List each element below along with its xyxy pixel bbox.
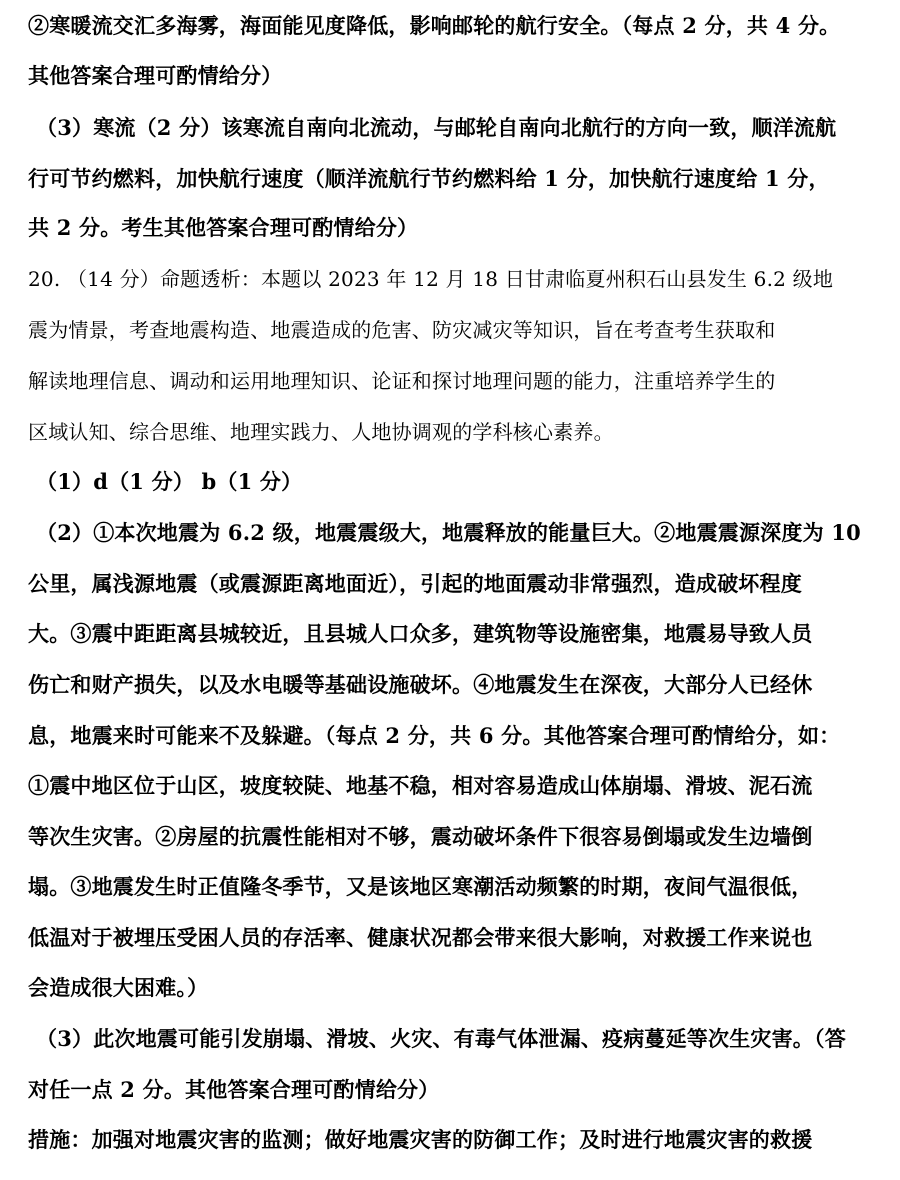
- answer-line-5: 共 2 分。考生其他答案合理可酌情给分）: [28, 215, 419, 240]
- answer-part-2-line-8: 塌。③地震发生时正值隆冬季节，又是该地区寒潮活动频繁的时期，夜间气温很低，: [28, 874, 813, 899]
- answer-part-3-line-2: 对任一点 2 分。其他答案合理可酌情给分）: [28, 1077, 440, 1102]
- answer-part-2-line-2: 公里，属浅源地震（或震源距离地面近），引起的地面震动非常强烈，造成破坏程度: [28, 571, 802, 596]
- question-20-analysis-line-1: 20. （14 分）命题透析：本题以 2023 年 12 月 18 日甘肃临夏州积石山县发生 6.2 级地: [28, 267, 834, 291]
- answer-part-2-line-3: 大。③震中距距离县城较近，且县城人口众多，建筑物等设施密集，地震易导致人员: [28, 621, 813, 646]
- answer-part-2-line-1: （2）①本次地震为 6.2 级，地震震级大，地震释放的能量巨大。②地震震源深度为 10: [36, 520, 861, 545]
- answer-part-2-line-4: 伤亡和财产损失，以及水电暖等基础设施破坏。④地震发生在深夜，大部分人已经休: [28, 672, 813, 697]
- answer-part-2-line-5: 息，地震来时可能来不及躲避。（每点 2 分，共 6 分。其他答案合理可酌情给分，如：: [28, 723, 841, 748]
- question-20-analysis-line-4: 区域认知、综合思维、地理实践力、人地协调观的学科核心素养。: [28, 420, 614, 444]
- answer-part-2-line-10: 会造成很大困难。）: [28, 975, 209, 1000]
- answer-line-3: （3）寒流（2 分）该寒流自南向北流动，与邮轮自南向北航行的方向一致，顺洋流航: [36, 115, 837, 140]
- answer-part-1: （1）d（1 分） b（1 分）: [36, 469, 303, 494]
- question-20-analysis-line-3: 解读地理信息、调动和运用地理知识、论证和探讨地理问题的能力，注重培养学生的: [28, 369, 776, 393]
- answer-part-3-measures: 措施：加强对地震灾害的监测；做好地震灾害的防御工作；及时进行地震灾害的救援: [28, 1127, 813, 1152]
- question-20-analysis-line-2: 震为情景，考查地震构造、地震造成的危害、防灾减灾等知识，旨在考查考生获取和: [28, 318, 776, 342]
- answer-part-2-line-7: 等次生灾害。②房屋的抗震性能相对不够，震动破坏条件下很容易倒塌或发生边墙倒: [28, 824, 813, 849]
- answer-part-3-line-1: （3）此次地震可能引发崩塌、滑坡、火灾、有毒气体泄漏、疫病蔓延等次生灾害。（答: [36, 1026, 846, 1051]
- answer-line-1: ②寒暖流交汇多海雾，海面能见度降低，影响邮轮的航行安全。（每点 2 分，共 4 分。: [28, 13, 841, 38]
- answer-line-2: 其他答案合理可酌情给分）: [28, 63, 283, 88]
- answer-part-2-line-6: ①震中地区位于山区，坡度较陡、地基不稳，相对容易造成山体崩塌、滑坡、泥石流: [28, 773, 813, 798]
- answer-line-4: 行可节约燃料，加快航行速度（顺洋流航行节约燃料给 1 分，加快航行速度给 1 分，: [28, 166, 830, 191]
- answer-part-2-line-9: 低温对于被埋压受困人员的存活率、健康状况都会带来很大影响，对救援工作来说也: [28, 925, 813, 950]
